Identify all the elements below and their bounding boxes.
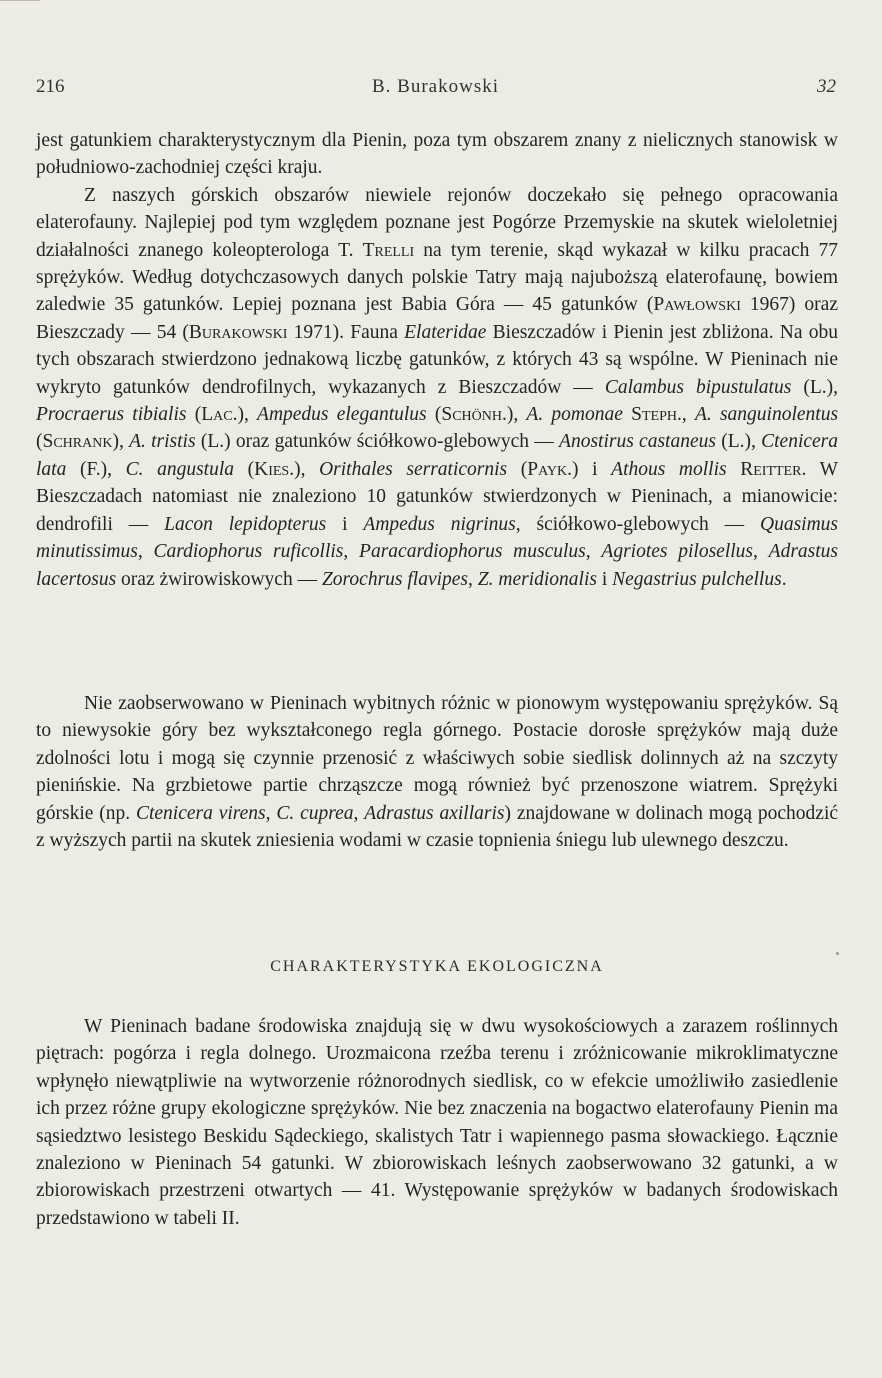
taxon-name: Z. meridionalis [477,568,597,590]
paragraph-faunal-comparison: Z naszych górskich obszarów niewiele rejonów doczekało się pełnego opracowania elaterofauny. Najlepiej pod tym względem poznane jest Pogórze Przemyskie na skutek wieloletniej działalności znanego koleopterologa T. Trelli na tym terenie, skąd wykazał w kilku pracach 77 sprężyków. Według dotychczasowych danych polskie Tatry mają najuboższą elaterofaunę, bowiem zaledwie 35 gatunków. Lepiej poznana jest Babia Góra — 45 gatunków (Pawłowski 1967) oraz Bieszczady — 54 (Burakowski 1971). Fauna Elateridae Bieszczadów i Pienin jest zbliżona. Na obu tych obszarach stwierdzono jednakową liczbę gatunków, z których 43 są wspólne. W Pieninach nie wykryto gatunków dendrofilnych, wykazanych z Bieszczadów — Calambus bipustulatus (L.), Procraerus tibialis (Lac.), Ampedus elegantulus (Schönh.), A. pomonae Steph., A. sanguinolentus (Schrank), A. tristis (L.) oraz gatunków ściółkowo-glebowych — Anostirus castaneus (L.), Ctenicera lata (F.), C. angustula (Kies.), Orithales serraticornis (Payk.) i Athous mollis Reitter. W Bieszczadach natomiast nie znaleziono 10 gatunków stwierdzonych w Pieninach, a mianowicie: dendrofili — Lacon lepidopterus i Ampedus nigrinus, ściółkowo-glebowych — Quasimus minutissimus, Cardiophorus ruficollis, Paracardiophorus musculus, Agriotes pilosellus, Adrastus lacertosus oraz żwirowiskowych — Zorochrus flavipes, Z. meridionalis i Negastrius pulchellus. [36,184,839,590]
taxon-name: Elateridae [404,321,487,343]
taxon-name: Lacon lepidopterus [164,513,327,535]
taxon-name: Negastrius pulchellus [612,568,782,590]
taxon-name: Quasimus minutissimus [36,513,838,563]
taxon-name: A. pomonae [526,404,623,426]
taxon-name: Ampedus nigrinus [363,513,516,535]
author-name: Lac. [201,404,238,426]
paragraph-vertical-distribution: Nie zaobserwowano w Pieninach wybitnych różnic w pionowym występowaniu sprężyków. Są to niewysokie góry bez wykształconego regla górnego. Postacie dorosłe sprężyków mają duże zdolności lotu i mogą się czynnie przenosić z właściwych sobie siedlisk dolinnych aż na szczyty pienińskie. Na grzbietowe partie chrząszcze mogą również być przenoszone wiatrem. Sprężyki górskie (np. Ctenicera virens, C. cuprea, Adrastus axillaris) znajdowane w dolinach mogą pochodzić z wyższych partii na skutek zniesienia wodami w czasie topnienia śniegu lub ulewnego deszczu. [36,693,839,852]
body-text-middle [36,690,838,854]
running-header [36,76,838,100]
body-text-lower [36,1013,838,1232]
author-name: Kies. [254,458,295,480]
taxon-name: C. angustula [125,458,235,480]
running-author: B. Burakowski [372,76,499,97]
author-name: Pawłowski [653,294,741,316]
paragraph-ecological: W Pieninach badane środowiska znajdują się w dwu wysokościowych a zarazem roślinnych piętrach: pogórza i regla dolnego. Urozmaicona rzeźba terenu i zróżnicowanie mikroklimatyczne wpłynęło niewątpliwie na wytworzenie różnorodnych siedlisk, co w efekcie umożliwiło zasiedlenie ich przez różne grupy ekologiczne sprężyków. Nie bez znaczenia na bogactwo elaterofauny Pienin ma sąsiedztwo lesistego Beskidu Sądeckiego, skalistych Tatr i wapiennego pasma słowackiego. Łącznie znaleziono w Pieninach 54 gatunki. W zbiorowiskach leśnych zaobserwowano 32 gatunki, a w zbiorowiskach przestrzeni otwartych — 41. Występowanie sprężyków w badanych środowiskach przedstawiono w tabeli II. [36,1016,838,1229]
taxon-name: Orithales serraticornis [319,458,508,480]
section-heading: CHARAKTERYSTYKA EKOLOGICZNA [270,958,604,975]
taxon-name: Anostirus castaneus [559,431,716,453]
paragraph-continued: jest gatunkiem charakterystycznym dla Pienin, poza tym obszarem znany z nielicznych stanowisk w południowo-zachodniej części kraju. [36,130,838,179]
taxon-name: C. cuprea [276,802,354,824]
taxon-name: Athous mollis [611,458,727,480]
author-name: Schönh. [441,404,507,426]
issue-number: 32 [817,76,836,97]
author-name: Payk. [527,458,573,480]
page-number: 216 [36,76,65,97]
taxon-name: Ctenicera lata [36,431,839,480]
author-name: Trelli [362,239,415,261]
taxon-name: Adrastus lacertosus [36,541,839,590]
taxon-name: Calambus bipustulatus [604,376,792,398]
taxon-name: Zorochrus flavipes [321,568,469,590]
author-name: Burakowski [188,321,288,343]
author-name: Reitter [740,458,802,480]
taxon-name: Agriotes pilosellus [601,541,754,563]
top-rule [0,0,40,1]
taxon-name: Cardiophorus ruficollis [153,541,344,563]
taxon-name: A. sanguinolentus [694,404,839,426]
taxon-name: Procraerus tibialis [36,404,187,426]
taxon-name: Ctenicera virens [135,802,266,824]
taxon-name: Ampedus elegantulus [257,404,427,426]
taxon-name: Adrastus axillaris [364,802,505,824]
body-text-upper [36,127,838,593]
author-name: Schrank [42,431,113,453]
speck-mark [836,952,839,955]
author-name: Steph. [631,404,682,426]
taxon-name: A. tristis [129,431,196,453]
taxon-name: Paracardiophorus musculus [359,541,586,563]
